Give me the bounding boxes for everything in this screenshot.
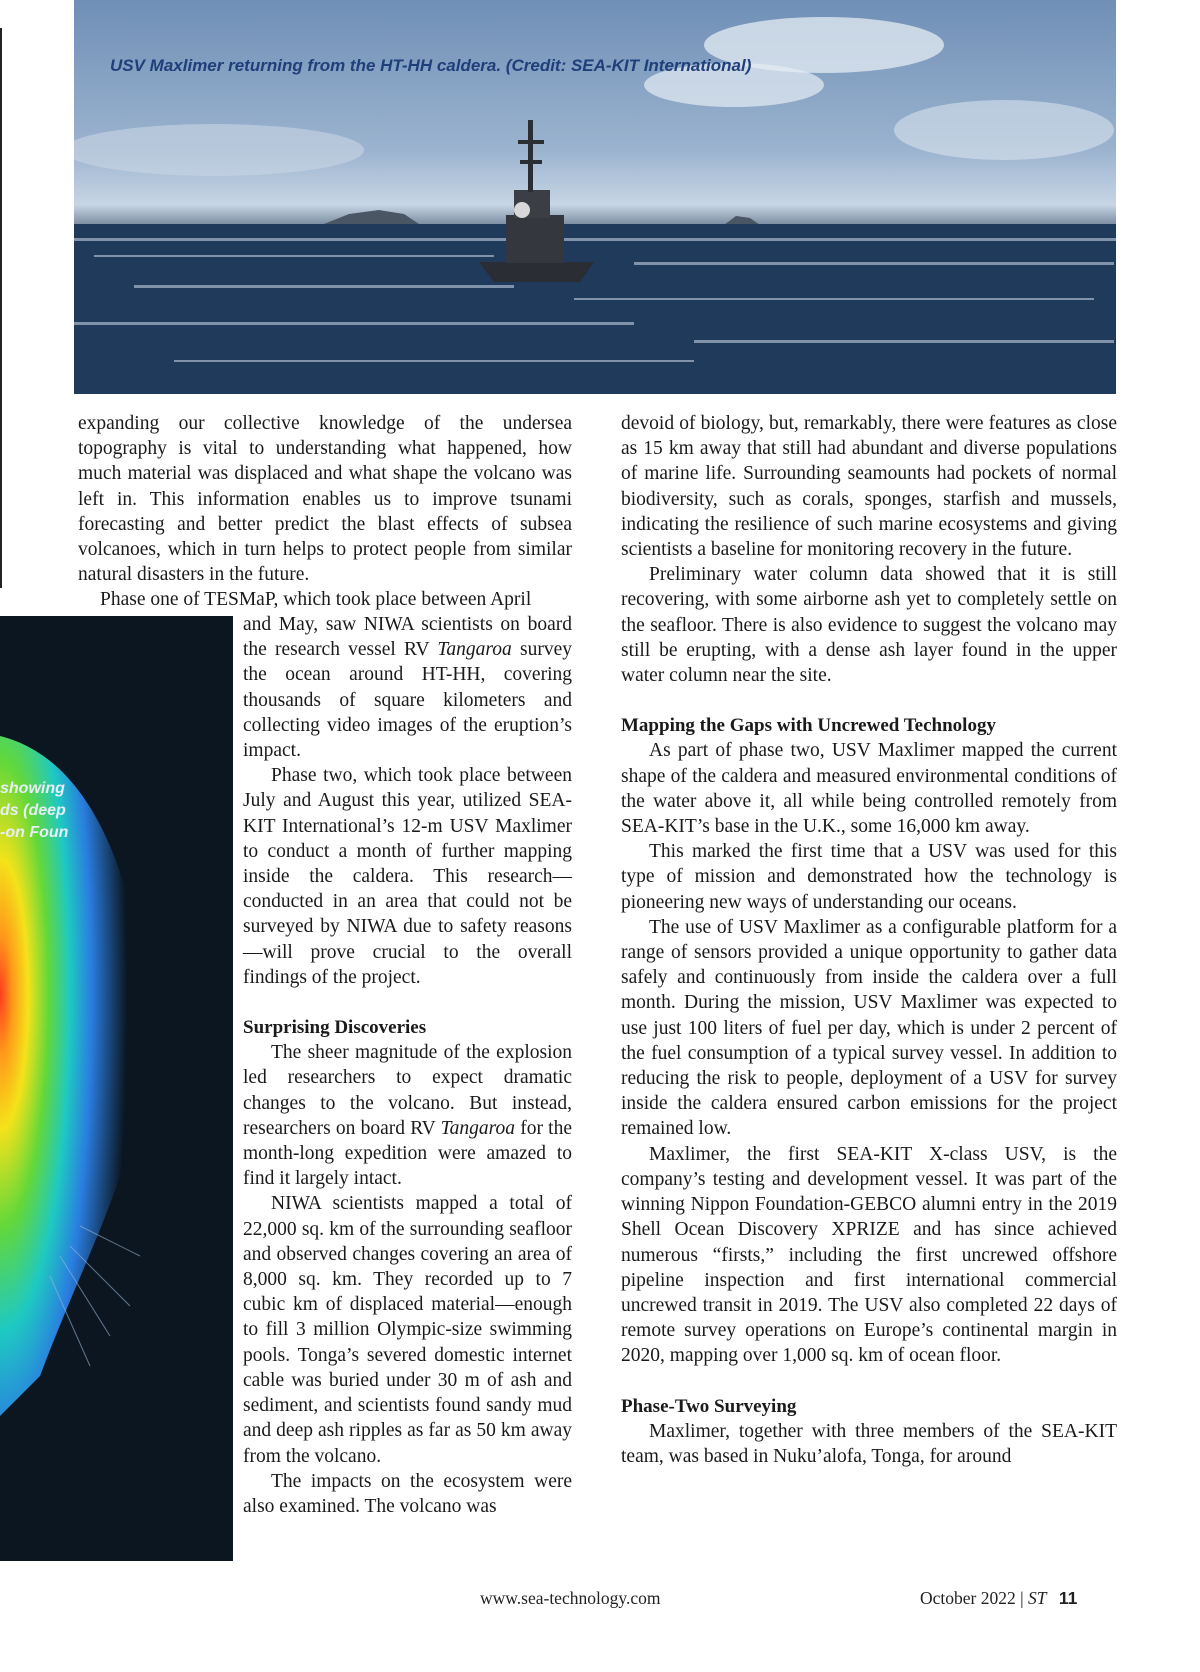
column-1-narrow <box>243 612 572 1519</box>
paragraph-lead-text: Phase one of TESMaP, which took place between April <box>100 589 532 611</box>
section-heading: Mapping the Gaps with Uncrewed Technology <box>621 715 996 737</box>
column-1-top <box>78 411 572 613</box>
text: and May, saw NIWA scientists on board the research vessel RV <box>243 614 572 661</box>
paragraph <box>243 1040 572 1191</box>
column-2 <box>621 411 1117 1469</box>
paragraph: This marked the first time that a USV was used for this type of mission and demonstrated how the technology is pioneering new ways of understanding our oceans. <box>621 841 1117 913</box>
paragraph: devoid of biology, but, remarkably, there were features as close as 15 km away that still had abundant and diverse populations of marine life. Surrounding seamounts had pockets of normal biodiversity, such as corals, sponges, starfish and mussels, indicating the resilience of such marine ecosystems and giving scientists a baseline for monitoring recovery in the future. <box>621 413 1117 561</box>
text: survey the ocean around HT-HH, covering thousands of square kilometers and collecting video images of the eruption’s impact. <box>243 639 572 762</box>
bathymetry-map <box>0 616 233 1561</box>
paragraph: expanding our collective knowledge of the undersea topography is vital to understanding what happened, how much material was displaced and what shape the volcano was left in. This information enables us to improve tsunami forecasting and better predict the blast effects of subsea volcanoes, which in turn helps to protect people from similar natural disasters in the future. <box>78 413 572 586</box>
paragraph: NIWA scientists mapped a total of 22,000 sq. km of the surrounding seafloor and observed changes covering an area of 8,000 sq. km. They recorded up to 7 cubic km of displaced material—enough to fill 3 million Olympic-size swimming pools. Tonga’s severed domestic internet cable was buried under 30 m of ash and sediment, and scientists found sandy mud and deep ash ripples as far as 50 km away from the volcano. <box>243 1193 572 1467</box>
bathymetry-map-graphic <box>0 616 233 1561</box>
section-heading: Surprising Discoveries <box>243 1017 427 1039</box>
paragraph: As part of phase two, USV Maxlimer mapped the current shape of the caldera and measured environmental conditions of the water above it, all while being controlled remotely from SEA-KIT’s base in the U.K., some 16,000 km away. <box>621 740 1117 838</box>
map-caption-line: showing <box>0 780 65 797</box>
section-heading: Phase-Two Surveying <box>621 1395 797 1417</box>
publication-abbrev: ST <box>1028 1588 1047 1608</box>
photo-caption: USV Maxlimer returning from the HT-HH caldera. (Credit: SEA-KIT International) <box>110 56 752 75</box>
usv-photo <box>74 0 1116 394</box>
paragraph <box>243 612 572 763</box>
footer-date <box>920 1588 1077 1609</box>
paragraph: Maxlimer, the first SEA-KIT X-class USV, is the company’s testing and development vessel. It was part of the winning Nippon Foundation-GEBCO alumni entry in the 2019 Shell Ocean Discovery XPRIZE and has since achieved numerous “firsts,” including the first uncrewed offshore pipeline inspection and first international commercial uncrewed transit in 2019. The USV also completed 22 days of remote survey operations on Europe’s continental margin in 2020, mapping over 1,000 sq. km of ocean floor. <box>621 1143 1117 1367</box>
paragraph: The use of USV Maxlimer as a configurable platform for a range of sensors provided a unique opportunity to gather data safely and continuously from inside the caldera over a full month. During the mission, USV Maxlimer was expected to use just 100 liters of fuel per day, which is under 2 percent of the fuel consumption of a typical survey vessel. In addition to reducing the risk to people, deployment of a USV for survey inside the caldera ensured carbon emissions for the project remained low. <box>621 916 1117 1140</box>
footer-url[interactable]: www.sea-technology.com <box>480 1588 661 1608</box>
paragraph: Phase two, which took place between July and August this year, utilized SEA-KIT International’s 12-m USV Maxlimer to conduct a month of further mapping inside the caldera. This research—conducted in an area that could not be surveyed by NIWA due to safety reasons—will prove crucial to the overall findings of the project. <box>243 765 572 988</box>
text: for the month-long expedition were amazed to find it largely intact. <box>243 1117 572 1190</box>
paragraph: The impacts on the ecosystem were also examined. The volcano was <box>243 1470 572 1517</box>
map-caption-line: ds (deep <box>0 802 66 819</box>
paragraph-lead <box>78 587 572 612</box>
map-caption <box>0 778 70 844</box>
vessel-name: Tangaroa <box>437 639 512 661</box>
text: The sheer magnitude of the explosion led researchers to expect dramatic changes to the volcano. But instead, researchers on board RV <box>243 1042 572 1139</box>
paragraph: Maxlimer, together with three members of the SEA-KIT team, was based in Nuku’alofa, Tonga, for around <box>621 1420 1117 1467</box>
map-caption-line: on Foun- <box>0 824 69 841</box>
paragraph: Preliminary water column data showed that it is still recovering, with some airborne ash yet to completely settle on the seafloor. There is also evidence to suggest the volcano may still be erupting, with a dense ash layer found in the upper water column near the site. <box>621 564 1117 687</box>
margin-rule <box>0 28 2 588</box>
issue-date: October 2022 | <box>920 1588 1024 1608</box>
vessel-name: Tangaroa <box>440 1117 516 1139</box>
page-number: 11 <box>1058 1588 1078 1608</box>
